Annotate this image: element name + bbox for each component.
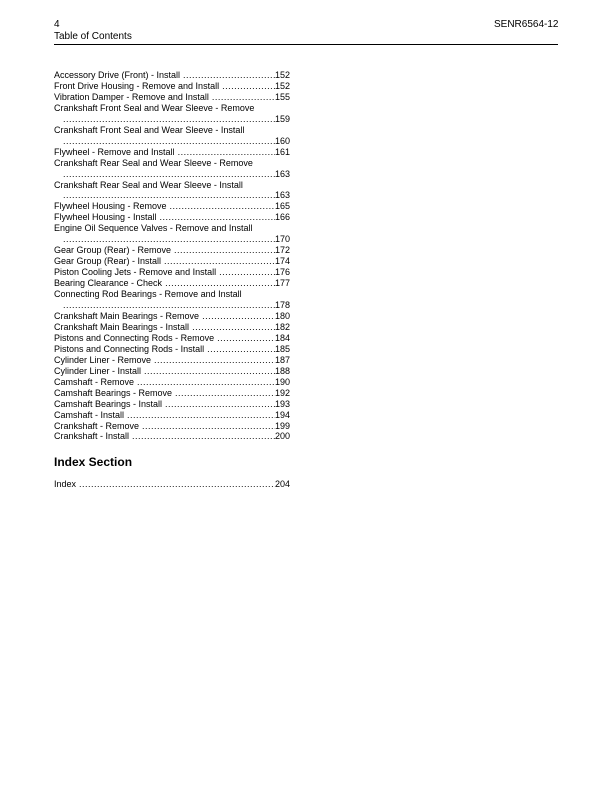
toc-entry-title: Crankshaft Front Seal and Wear Sleeve - Install	[54, 124, 245, 135]
dot-leader	[167, 201, 275, 212]
toc-entry-page: 170	[274, 234, 290, 245]
dot-leader	[157, 212, 275, 223]
toc-entry[interactable]	[54, 201, 290, 212]
toc-entry-title: Flywheel Housing - Remove	[54, 201, 167, 212]
dot-leader	[60, 190, 275, 201]
toc-entry[interactable]	[54, 322, 290, 333]
toc-entry-title: Camshaft - Install	[54, 409, 125, 420]
toc-entry-title: Bearing Clearance - Check	[54, 278, 163, 289]
toc-entry-title: Crankshaft - Remove	[54, 420, 140, 431]
toc-entry-page: 174	[274, 256, 290, 267]
toc-entry-page: 184	[274, 332, 290, 343]
dot-leader	[60, 136, 275, 147]
dot-leader	[124, 410, 275, 421]
dot-leader	[60, 234, 275, 245]
toc-entry-title: Gear Group (Rear) - Remove	[54, 245, 172, 256]
header-rule	[54, 44, 558, 45]
dot-leader	[161, 256, 275, 267]
toc-entry[interactable]	[54, 431, 290, 442]
toc-entry-title: Accessory Drive (Front) - Install	[54, 70, 181, 80]
toc-entry[interactable]	[54, 180, 290, 202]
dot-leader	[171, 245, 275, 256]
toc-entry-page: 185	[274, 343, 290, 354]
dot-leader	[129, 431, 275, 442]
toc-entry-page: 180	[274, 310, 290, 321]
toc-entry-title: Flywheel Housing - Install	[54, 212, 157, 223]
toc-entry[interactable]	[54, 333, 290, 344]
toc-entry[interactable]	[54, 479, 290, 490]
toc-entry[interactable]	[54, 223, 290, 245]
toc-entry-page: 199	[274, 420, 290, 431]
toc-entry-title: Gear Group (Rear) - Install	[54, 256, 162, 267]
toc-entry-page: 161	[274, 146, 290, 157]
toc-entry-page: 182	[274, 321, 290, 332]
toc-entry[interactable]	[54, 147, 290, 158]
dot-leader	[60, 169, 275, 180]
dot-leader	[76, 479, 275, 490]
toc-entry-page: 160	[274, 135, 290, 146]
dot-leader	[134, 377, 275, 388]
toc-entry-page: 194	[274, 409, 290, 420]
toc-entry-title: Camshaft Bearings - Install	[54, 398, 163, 409]
toc-entry-page: 152	[274, 80, 290, 91]
toc-entry-title: Crankshaft - Install	[54, 431, 130, 442]
toc-entry-title: Engine Oil Sequence Valves - Remove and Install	[54, 223, 253, 234]
toc-entry[interactable]	[54, 103, 290, 125]
toc-entry[interactable]	[54, 125, 290, 147]
toc-entry-title: Crankshaft Rear Seal and Wear Sleeve - Remove	[54, 157, 253, 168]
toc-entry-title: Crankshaft Front Seal and Wear Sleeve - Remove	[54, 102, 255, 113]
toc-entry[interactable]	[54, 289, 290, 311]
toc-entry[interactable]	[54, 92, 290, 103]
toc-entry-title: Pistons and Connecting Rods - Install	[54, 343, 205, 354]
dot-leader	[175, 147, 275, 158]
toc-entry-page: 190	[274, 376, 290, 387]
toc-entry-page: 188	[274, 365, 290, 376]
toc-entry[interactable]	[54, 344, 290, 355]
toc-entry[interactable]	[54, 377, 290, 388]
dot-leader	[151, 355, 275, 366]
toc-entry-title: Crankshaft Main Bearings - Install	[54, 321, 190, 332]
toc-entry[interactable]	[54, 410, 290, 421]
toc-entry-title: Cylinder Liner - Remove	[54, 354, 152, 365]
toc-entry[interactable]	[54, 421, 290, 432]
toc-entry-page: 165	[274, 201, 290, 212]
toc-entry[interactable]	[54, 399, 290, 410]
dot-leader	[204, 344, 275, 355]
dot-leader	[189, 322, 275, 333]
toc-entry-title: Crankshaft Main Bearings - Remove	[54, 310, 200, 321]
toc-entry-page: 152	[274, 70, 290, 80]
toc-entry-page: 176	[274, 267, 290, 278]
toc-entry-title: Crankshaft Rear Seal and Wear Sleeve - Install	[54, 179, 243, 190]
toc-entry-page: 178	[274, 300, 290, 311]
dot-leader	[214, 333, 275, 344]
toc-entry[interactable]	[54, 366, 290, 377]
toc-entry-page: 192	[274, 387, 290, 398]
document-id: SENR6564-12	[494, 19, 559, 30]
toc-entry-title: Camshaft Bearings - Remove	[54, 387, 173, 398]
toc-entry-page: 193	[274, 398, 290, 409]
page-number: 4	[54, 19, 60, 30]
dot-leader	[216, 267, 275, 278]
toc-entry-page: 172	[274, 245, 290, 256]
toc-entry-title: Piston Cooling Jets - Remove and Install	[54, 267, 217, 278]
toc-entry[interactable]	[54, 245, 290, 256]
toc-entry[interactable]	[54, 70, 290, 81]
toc-entry-page: 187	[274, 354, 290, 365]
index-section-heading: Index Section	[54, 455, 133, 469]
toc-entry-title: Index	[54, 479, 77, 489]
toc-entry-title: Flywheel - Remove and Install	[54, 146, 175, 157]
section-title: Table of Contents	[54, 31, 132, 42]
toc-entry-title: Connecting Rod Bearings - Remove and Install	[54, 289, 242, 300]
toc-entry-title: Pistons and Connecting Rods - Remove	[54, 332, 215, 343]
toc-entry[interactable]	[54, 278, 290, 289]
toc-entry[interactable]	[54, 311, 290, 322]
dot-leader	[180, 70, 275, 81]
toc-entry[interactable]	[54, 158, 290, 180]
toc-entry-page: 204	[274, 479, 290, 489]
toc-entry[interactable]	[54, 212, 290, 223]
toc-entry-page: 159	[274, 113, 290, 124]
toc-entry-page: 163	[274, 190, 290, 201]
toc-entry[interactable]	[54, 388, 290, 399]
dot-leader	[141, 366, 275, 377]
toc-entry[interactable]	[54, 256, 290, 267]
toc-entry-page: 155	[274, 91, 290, 102]
dot-leader	[199, 311, 275, 322]
toc-entry[interactable]	[54, 81, 290, 92]
toc-entry-page: 166	[274, 212, 290, 223]
toc-entry-title: Cylinder Liner - Install	[54, 365, 142, 376]
dot-leader	[219, 81, 275, 92]
toc-entry-title: Front Drive Housing - Remove and Install	[54, 80, 220, 91]
toc-entry-page: 200	[274, 431, 290, 442]
toc-entry-page: 163	[274, 168, 290, 179]
dot-leader	[60, 300, 275, 311]
dot-leader	[162, 278, 275, 289]
dot-leader	[172, 388, 275, 399]
dot-leader	[209, 92, 275, 103]
toc-entry-title: Vibration Damper - Remove and Install	[54, 91, 209, 102]
index-section-list	[54, 479, 290, 490]
toc-entry-title: Camshaft - Remove	[54, 376, 135, 387]
table-of-contents	[54, 70, 290, 442]
dot-leader	[60, 114, 275, 125]
dot-leader	[139, 421, 275, 432]
dot-leader	[162, 399, 275, 410]
toc-entry-page: 177	[274, 278, 290, 289]
toc-entry[interactable]	[54, 267, 290, 278]
toc-entry[interactable]	[54, 355, 290, 366]
